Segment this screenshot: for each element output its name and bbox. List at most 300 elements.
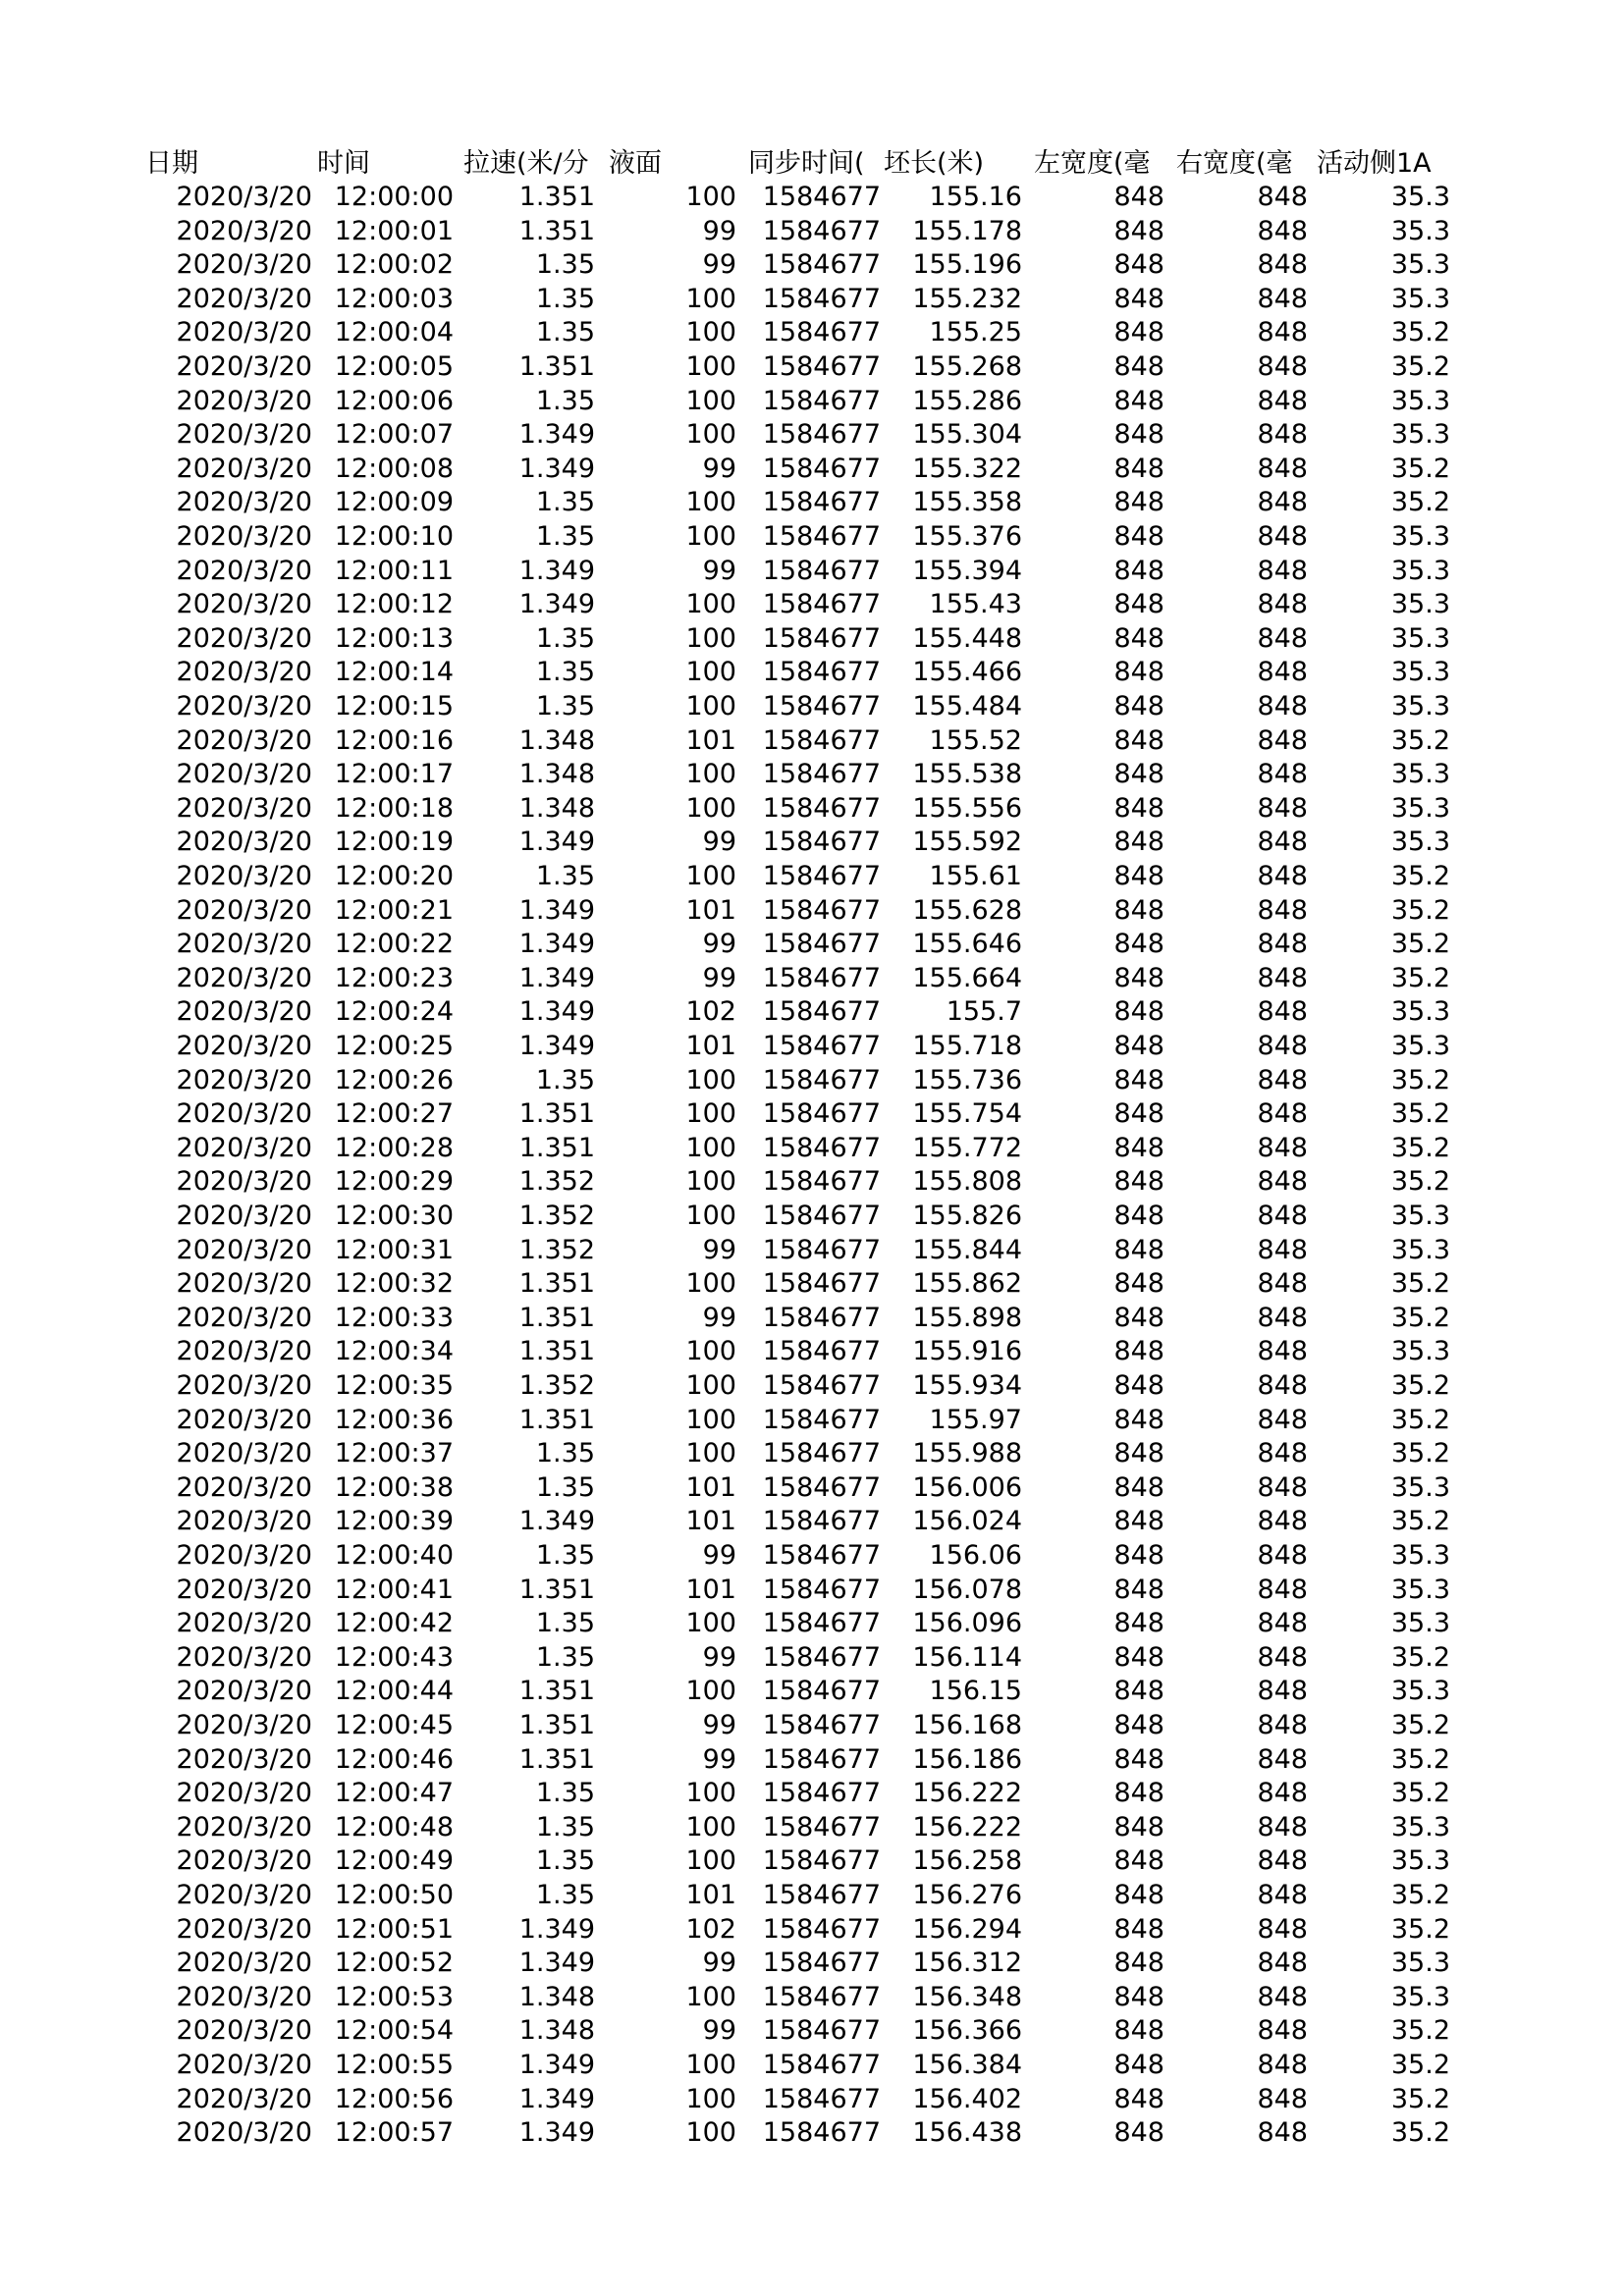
cell-time: 12:00:06 bbox=[334, 385, 454, 416]
cell-sync-time: 1584677 bbox=[762, 1608, 881, 1639]
cell-pull-speed: 1.35 bbox=[535, 1438, 595, 1469]
cell-time: 12:00:15 bbox=[334, 691, 454, 721]
cell-time: 12:00:52 bbox=[334, 1948, 454, 1979]
cell-active-side-1a: 35.2 bbox=[1390, 1778, 1450, 1809]
cell-right-width: 848 bbox=[1257, 827, 1308, 858]
cell-time: 12:00:35 bbox=[334, 1370, 454, 1401]
cell-sync-time: 1584677 bbox=[762, 894, 881, 926]
cell-liquid-level: 100 bbox=[685, 861, 736, 891]
cell-slab-length: 156.006 bbox=[912, 1471, 1022, 1503]
cell-time: 12:00:17 bbox=[334, 759, 454, 790]
cell-sync-time: 1584677 bbox=[762, 1778, 881, 1809]
cell-left-width: 848 bbox=[1113, 1471, 1164, 1503]
cell-time: 12:00:19 bbox=[334, 827, 454, 858]
cell-sync-time: 1584677 bbox=[762, 2117, 881, 2149]
cell-time: 12:00:03 bbox=[334, 283, 454, 314]
cell-active-side-1a: 35.3 bbox=[1390, 249, 1450, 281]
cell-liquid-level: 99 bbox=[702, 555, 736, 586]
cell-slab-length: 156.312 bbox=[912, 1948, 1022, 1979]
cell-liquid-level: 100 bbox=[685, 589, 736, 620]
cell-slab-length: 155.16 bbox=[929, 182, 1022, 212]
cell-right-width: 848 bbox=[1257, 691, 1308, 721]
cell-time: 12:00:31 bbox=[334, 1234, 454, 1265]
cell-right-width: 848 bbox=[1257, 1710, 1308, 1740]
cell-time: 12:00:14 bbox=[334, 657, 454, 688]
cell-liquid-level: 100 bbox=[685, 1676, 736, 1707]
cell-active-side-1a: 35.3 bbox=[1390, 589, 1450, 620]
cell-date: 2020/3/20 bbox=[176, 1811, 312, 1842]
cell-liquid-level: 100 bbox=[685, 792, 736, 824]
cell-pull-speed: 1.351 bbox=[518, 351, 595, 382]
cell-right-width: 848 bbox=[1257, 1370, 1308, 1401]
cell-date: 2020/3/20 bbox=[176, 589, 312, 620]
cell-slab-length: 156.348 bbox=[912, 1981, 1022, 2012]
cell-sync-time: 1584677 bbox=[762, 1370, 881, 1401]
cell-active-side-1a: 35.3 bbox=[1390, 1845, 1450, 1877]
cell-date: 2020/3/20 bbox=[176, 792, 312, 824]
cell-liquid-level: 100 bbox=[685, 2050, 736, 2080]
cell-active-side-1a: 35.3 bbox=[1390, 182, 1450, 212]
cell-active-side-1a: 35.2 bbox=[1390, 2015, 1450, 2047]
cell-date: 2020/3/20 bbox=[176, 1404, 312, 1435]
cell-sync-time: 1584677 bbox=[762, 521, 881, 552]
cell-sync-time: 1584677 bbox=[762, 249, 881, 281]
cell-time: 12:00:44 bbox=[334, 1676, 454, 1707]
cell-date: 2020/3/20 bbox=[176, 351, 312, 382]
cell-sync-time: 1584677 bbox=[762, 622, 881, 654]
cell-sync-time: 1584677 bbox=[762, 385, 881, 416]
cell-right-width: 848 bbox=[1257, 1201, 1308, 1231]
cell-pull-speed: 1.349 bbox=[518, 453, 595, 484]
cell-pull-speed: 1.351 bbox=[518, 215, 595, 246]
cell-date: 2020/3/20 bbox=[176, 2117, 312, 2149]
cell-liquid-level: 99 bbox=[702, 215, 736, 246]
cell-date: 2020/3/20 bbox=[176, 724, 312, 756]
cell-active-side-1a: 35.2 bbox=[1390, 929, 1450, 960]
cell-liquid-level: 100 bbox=[685, 1845, 736, 1877]
cell-slab-length: 155.718 bbox=[912, 1031, 1022, 1061]
cell-pull-speed: 1.349 bbox=[518, 2117, 595, 2149]
cell-time: 12:00:09 bbox=[334, 487, 454, 518]
cell-pull-speed: 1.348 bbox=[518, 792, 595, 824]
cell-liquid-level: 100 bbox=[685, 521, 736, 552]
cell-time: 12:00:04 bbox=[334, 317, 454, 348]
cell-right-width: 848 bbox=[1257, 249, 1308, 281]
cell-pull-speed: 1.351 bbox=[518, 1268, 595, 1300]
cell-liquid-level: 100 bbox=[685, 1201, 736, 1231]
cell-time: 12:00:37 bbox=[334, 1438, 454, 1469]
cell-slab-length: 156.294 bbox=[912, 1913, 1022, 1945]
cell-pull-speed: 1.35 bbox=[535, 1540, 595, 1571]
cell-right-width: 848 bbox=[1257, 351, 1308, 382]
cell-slab-length: 156.168 bbox=[912, 1710, 1022, 1740]
cell-pull-speed: 1.35 bbox=[535, 317, 595, 348]
cell-right-width: 848 bbox=[1257, 2015, 1308, 2047]
cell-pull-speed: 1.351 bbox=[518, 1098, 595, 1130]
cell-date: 2020/3/20 bbox=[176, 1676, 312, 1707]
cell-liquid-level: 99 bbox=[702, 2015, 736, 2047]
cell-slab-length: 156.114 bbox=[912, 1641, 1022, 1673]
cell-left-width: 848 bbox=[1113, 827, 1164, 858]
cell-active-side-1a: 35.3 bbox=[1390, 1608, 1450, 1639]
cell-active-side-1a: 35.2 bbox=[1390, 351, 1450, 382]
cell-active-side-1a: 35.2 bbox=[1390, 2083, 1450, 2114]
cell-pull-speed: 1.35 bbox=[535, 487, 595, 518]
cell-sync-time: 1584677 bbox=[762, 1404, 881, 1435]
cell-liquid-level: 99 bbox=[702, 1302, 736, 1333]
cell-date: 2020/3/20 bbox=[176, 1574, 312, 1605]
cell-pull-speed: 1.348 bbox=[518, 1981, 595, 2012]
cell-date: 2020/3/20 bbox=[176, 1948, 312, 1979]
cell-time: 12:00:56 bbox=[334, 2083, 454, 2114]
cell-slab-length: 155.394 bbox=[912, 555, 1022, 586]
cell-date: 2020/3/20 bbox=[176, 1166, 312, 1198]
cell-pull-speed: 1.35 bbox=[535, 622, 595, 654]
cell-active-side-1a: 35.3 bbox=[1390, 1336, 1450, 1367]
cell-time: 12:00:26 bbox=[334, 1064, 454, 1095]
cell-date: 2020/3/20 bbox=[176, 2015, 312, 2047]
cell-slab-length: 155.592 bbox=[912, 827, 1022, 858]
column-header-sync-time: 同步时间( bbox=[748, 148, 865, 179]
cell-time: 12:00:18 bbox=[334, 792, 454, 824]
cell-active-side-1a: 35.2 bbox=[1390, 894, 1450, 926]
cell-active-side-1a: 35.2 bbox=[1390, 1880, 1450, 1910]
cell-active-side-1a: 35.3 bbox=[1390, 1948, 1450, 1979]
cell-left-width: 848 bbox=[1113, 2083, 1164, 2114]
cell-right-width: 848 bbox=[1257, 1031, 1308, 1061]
cell-active-side-1a: 35.2 bbox=[1390, 1166, 1450, 1198]
cell-active-side-1a: 35.2 bbox=[1390, 1506, 1450, 1537]
cell-pull-speed: 1.351 bbox=[518, 1710, 595, 1740]
cell-time: 12:00:29 bbox=[334, 1166, 454, 1198]
cell-sync-time: 1584677 bbox=[762, 1234, 881, 1265]
cell-liquid-level: 101 bbox=[685, 894, 736, 926]
cell-pull-speed: 1.349 bbox=[518, 2083, 595, 2114]
cell-date: 2020/3/20 bbox=[176, 555, 312, 586]
cell-sync-time: 1584677 bbox=[762, 453, 881, 484]
cell-time: 12:00:24 bbox=[334, 996, 454, 1028]
cell-left-width: 848 bbox=[1113, 1540, 1164, 1571]
cell-slab-length: 155.826 bbox=[912, 1201, 1022, 1231]
cell-liquid-level: 99 bbox=[702, 1641, 736, 1673]
cell-liquid-level: 100 bbox=[685, 1166, 736, 1198]
cell-date: 2020/3/20 bbox=[176, 759, 312, 790]
cell-slab-length: 155.484 bbox=[912, 691, 1022, 721]
cell-time: 12:00:11 bbox=[334, 555, 454, 586]
cell-time: 12:00:12 bbox=[334, 589, 454, 620]
cell-slab-length: 155.25 bbox=[929, 317, 1022, 348]
cell-liquid-level: 100 bbox=[685, 1778, 736, 1809]
cell-slab-length: 156.402 bbox=[912, 2083, 1022, 2114]
cell-active-side-1a: 35.3 bbox=[1390, 1031, 1450, 1061]
cell-active-side-1a: 35.2 bbox=[1390, 317, 1450, 348]
cell-active-side-1a: 35.3 bbox=[1390, 283, 1450, 314]
cell-sync-time: 1584677 bbox=[762, 1132, 881, 1163]
cell-right-width: 848 bbox=[1257, 1676, 1308, 1707]
cell-date: 2020/3/20 bbox=[176, 1778, 312, 1809]
cell-sync-time: 1584677 bbox=[762, 1981, 881, 2012]
cell-time: 12:00:42 bbox=[334, 1608, 454, 1639]
cell-date: 2020/3/20 bbox=[176, 1540, 312, 1571]
cell-pull-speed: 1.349 bbox=[518, 827, 595, 858]
column-header-right-width: 右宽度(毫 bbox=[1176, 148, 1293, 179]
cell-right-width: 848 bbox=[1257, 1743, 1308, 1775]
cell-time: 12:00:40 bbox=[334, 1540, 454, 1571]
cell-left-width: 848 bbox=[1113, 929, 1164, 960]
cell-date: 2020/3/20 bbox=[176, 1201, 312, 1231]
cell-date: 2020/3/20 bbox=[176, 657, 312, 688]
cell-date: 2020/3/20 bbox=[176, 929, 312, 960]
cell-date: 2020/3/20 bbox=[176, 1064, 312, 1095]
cell-time: 12:00:28 bbox=[334, 1132, 454, 1163]
cell-sync-time: 1584677 bbox=[762, 317, 881, 348]
cell-active-side-1a: 35.2 bbox=[1390, 1268, 1450, 1300]
cell-slab-length: 156.15 bbox=[929, 1676, 1022, 1707]
cell-liquid-level: 99 bbox=[702, 1234, 736, 1265]
cell-liquid-level: 102 bbox=[685, 1913, 736, 1945]
cell-pull-speed: 1.349 bbox=[518, 1506, 595, 1537]
cell-slab-length: 156.078 bbox=[912, 1574, 1022, 1605]
column-header-liquid-level: 液面 bbox=[609, 148, 662, 179]
cell-date: 2020/3/20 bbox=[176, 1913, 312, 1945]
cell-active-side-1a: 35.2 bbox=[1390, 1064, 1450, 1095]
cell-date: 2020/3/20 bbox=[176, 962, 312, 993]
cell-slab-length: 155.448 bbox=[912, 622, 1022, 654]
cell-sync-time: 1584677 bbox=[762, 861, 881, 891]
cell-slab-length: 156.276 bbox=[912, 1880, 1022, 1910]
cell-time: 12:00:25 bbox=[334, 1031, 454, 1061]
cell-pull-speed: 1.349 bbox=[518, 555, 595, 586]
cell-liquid-level: 101 bbox=[685, 1031, 736, 1061]
cell-time: 12:00:47 bbox=[334, 1778, 454, 1809]
cell-slab-length: 155.196 bbox=[912, 249, 1022, 281]
cell-slab-length: 155.736 bbox=[912, 1064, 1022, 1095]
cell-sync-time: 1584677 bbox=[762, 996, 881, 1028]
cell-active-side-1a: 35.3 bbox=[1390, 759, 1450, 790]
cell-right-width: 848 bbox=[1257, 962, 1308, 993]
cell-date: 2020/3/20 bbox=[176, 1302, 312, 1333]
cell-right-width: 848 bbox=[1257, 1948, 1308, 1979]
cell-right-width: 848 bbox=[1257, 1302, 1308, 1333]
cell-sync-time: 1584677 bbox=[762, 1268, 881, 1300]
cell-left-width: 848 bbox=[1113, 1438, 1164, 1469]
cell-date: 2020/3/20 bbox=[176, 1506, 312, 1537]
cell-pull-speed: 1.35 bbox=[535, 1811, 595, 1842]
cell-pull-speed: 1.351 bbox=[518, 1743, 595, 1775]
cell-date: 2020/3/20 bbox=[176, 1234, 312, 1265]
cell-pull-speed: 1.348 bbox=[518, 759, 595, 790]
cell-right-width: 848 bbox=[1257, 1438, 1308, 1469]
cell-time: 12:00:45 bbox=[334, 1710, 454, 1740]
cell-sync-time: 1584677 bbox=[762, 2050, 881, 2080]
cell-slab-length: 155.358 bbox=[912, 487, 1022, 518]
cell-pull-speed: 1.349 bbox=[518, 929, 595, 960]
cell-slab-length: 155.898 bbox=[912, 1302, 1022, 1333]
cell-date: 2020/3/20 bbox=[176, 1743, 312, 1775]
cell-time: 12:00:32 bbox=[334, 1268, 454, 1300]
cell-slab-length: 155.322 bbox=[912, 453, 1022, 484]
cell-time: 12:00:50 bbox=[334, 1880, 454, 1910]
cell-right-width: 848 bbox=[1257, 759, 1308, 790]
cell-left-width: 848 bbox=[1113, 419, 1164, 451]
cell-pull-speed: 1.349 bbox=[518, 894, 595, 926]
cell-right-width: 848 bbox=[1257, 1540, 1308, 1571]
cell-active-side-1a: 35.3 bbox=[1390, 385, 1450, 416]
cell-active-side-1a: 35.3 bbox=[1390, 691, 1450, 721]
cell-date: 2020/3/20 bbox=[176, 283, 312, 314]
cell-right-width: 848 bbox=[1257, 521, 1308, 552]
cell-liquid-level: 101 bbox=[685, 1880, 736, 1910]
cell-pull-speed: 1.349 bbox=[518, 1913, 595, 1945]
cell-slab-length: 155.61 bbox=[929, 861, 1022, 891]
cell-sync-time: 1584677 bbox=[762, 962, 881, 993]
cell-pull-speed: 1.351 bbox=[518, 1336, 595, 1367]
cell-time: 12:00:49 bbox=[334, 1845, 454, 1877]
cell-sync-time: 1584677 bbox=[762, 1166, 881, 1198]
cell-right-width: 848 bbox=[1257, 2117, 1308, 2149]
cell-right-width: 848 bbox=[1257, 2083, 1308, 2114]
cell-pull-speed: 1.352 bbox=[518, 1234, 595, 1265]
cell-date: 2020/3/20 bbox=[176, 1880, 312, 1910]
cell-date: 2020/3/20 bbox=[176, 1031, 312, 1061]
cell-right-width: 848 bbox=[1257, 657, 1308, 688]
cell-time: 12:00:23 bbox=[334, 962, 454, 993]
cell-left-width: 848 bbox=[1113, 759, 1164, 790]
cell-slab-length: 155.268 bbox=[912, 351, 1022, 382]
cell-liquid-level: 99 bbox=[702, 249, 736, 281]
cell-date: 2020/3/20 bbox=[176, 487, 312, 518]
cell-right-width: 848 bbox=[1257, 1064, 1308, 1095]
cell-slab-length: 156.366 bbox=[912, 2015, 1022, 2047]
cell-slab-length: 156.186 bbox=[912, 1743, 1022, 1775]
cell-active-side-1a: 35.3 bbox=[1390, 792, 1450, 824]
cell-slab-length: 155.628 bbox=[912, 894, 1022, 926]
cell-active-side-1a: 35.2 bbox=[1390, 453, 1450, 484]
cell-slab-length: 155.988 bbox=[912, 1438, 1022, 1469]
cell-sync-time: 1584677 bbox=[762, 351, 881, 382]
cell-slab-length: 155.232 bbox=[912, 283, 1022, 314]
cell-sync-time: 1584677 bbox=[762, 555, 881, 586]
cell-left-width: 848 bbox=[1113, 657, 1164, 688]
cell-time: 12:00:36 bbox=[334, 1404, 454, 1435]
cell-time: 12:00:53 bbox=[334, 1981, 454, 2012]
cell-left-width: 848 bbox=[1113, 1234, 1164, 1265]
cell-active-side-1a: 35.3 bbox=[1390, 419, 1450, 451]
cell-liquid-level: 99 bbox=[702, 1948, 736, 1979]
cell-time: 12:00:20 bbox=[334, 861, 454, 891]
cell-left-width: 848 bbox=[1113, 555, 1164, 586]
cell-active-side-1a: 35.3 bbox=[1390, 657, 1450, 688]
cell-left-width: 848 bbox=[1113, 283, 1164, 314]
cell-active-side-1a: 35.3 bbox=[1390, 1811, 1450, 1842]
cell-sync-time: 1584677 bbox=[762, 691, 881, 721]
cell-left-width: 848 bbox=[1113, 1336, 1164, 1367]
cell-active-side-1a: 35.3 bbox=[1390, 996, 1450, 1028]
column-header-left-width: 左宽度(毫 bbox=[1034, 148, 1151, 179]
cell-date: 2020/3/20 bbox=[176, 1845, 312, 1877]
cell-right-width: 848 bbox=[1257, 996, 1308, 1028]
cell-pull-speed: 1.35 bbox=[535, 1845, 595, 1877]
cell-time: 12:00:13 bbox=[334, 622, 454, 654]
cell-active-side-1a: 35.2 bbox=[1390, 962, 1450, 993]
cell-pull-speed: 1.35 bbox=[535, 1608, 595, 1639]
cell-date: 2020/3/20 bbox=[176, 1268, 312, 1300]
cell-pull-speed: 1.351 bbox=[518, 1574, 595, 1605]
cell-pull-speed: 1.352 bbox=[518, 1201, 595, 1231]
cell-pull-speed: 1.35 bbox=[535, 861, 595, 891]
cell-left-width: 848 bbox=[1113, 894, 1164, 926]
cell-slab-length: 156.438 bbox=[912, 2117, 1022, 2149]
cell-slab-length: 155.844 bbox=[912, 1234, 1022, 1265]
cell-right-width: 848 bbox=[1257, 792, 1308, 824]
cell-date: 2020/3/20 bbox=[176, 827, 312, 858]
cell-left-width: 848 bbox=[1113, 1064, 1164, 1095]
cell-sync-time: 1584677 bbox=[762, 1506, 881, 1537]
cell-active-side-1a: 35.3 bbox=[1390, 1201, 1450, 1231]
cell-left-width: 848 bbox=[1113, 1608, 1164, 1639]
cell-sync-time: 1584677 bbox=[762, 182, 881, 212]
cell-left-width: 848 bbox=[1113, 2015, 1164, 2047]
cell-date: 2020/3/20 bbox=[176, 1098, 312, 1130]
cell-date: 2020/3/20 bbox=[176, 453, 312, 484]
cell-active-side-1a: 35.3 bbox=[1390, 215, 1450, 246]
cell-sync-time: 1584677 bbox=[762, 2083, 881, 2114]
cell-left-width: 848 bbox=[1113, 1031, 1164, 1061]
cell-date: 2020/3/20 bbox=[176, 1132, 312, 1163]
cell-time: 12:00:07 bbox=[334, 419, 454, 451]
cell-liquid-level: 100 bbox=[685, 1336, 736, 1367]
cell-pull-speed: 1.35 bbox=[535, 691, 595, 721]
cell-right-width: 848 bbox=[1257, 419, 1308, 451]
cell-slab-length: 156.024 bbox=[912, 1506, 1022, 1537]
cell-pull-speed: 1.35 bbox=[535, 1778, 595, 1809]
cell-date: 2020/3/20 bbox=[176, 1438, 312, 1469]
cell-active-side-1a: 35.2 bbox=[1390, 861, 1450, 891]
cell-time: 12:00:33 bbox=[334, 1302, 454, 1333]
cell-pull-speed: 1.35 bbox=[535, 521, 595, 552]
cell-slab-length: 155.556 bbox=[912, 792, 1022, 824]
cell-slab-length: 155.916 bbox=[912, 1336, 1022, 1367]
cell-left-width: 848 bbox=[1113, 351, 1164, 382]
cell-liquid-level: 100 bbox=[685, 1811, 736, 1842]
cell-liquid-level: 100 bbox=[685, 317, 736, 348]
cell-sync-time: 1584677 bbox=[762, 487, 881, 518]
cell-slab-length: 155.934 bbox=[912, 1370, 1022, 1401]
cell-slab-length: 155.43 bbox=[929, 589, 1022, 620]
cell-left-width: 848 bbox=[1113, 1778, 1164, 1809]
cell-sync-time: 1584677 bbox=[762, 1302, 881, 1333]
cell-active-side-1a: 35.3 bbox=[1390, 827, 1450, 858]
cell-liquid-level: 100 bbox=[685, 385, 736, 416]
cell-sync-time: 1584677 bbox=[762, 215, 881, 246]
cell-liquid-level: 99 bbox=[702, 827, 736, 858]
cell-active-side-1a: 35.2 bbox=[1390, 1132, 1450, 1163]
cell-pull-speed: 1.35 bbox=[535, 283, 595, 314]
cell-pull-speed: 1.351 bbox=[518, 1132, 595, 1163]
cell-sync-time: 1584677 bbox=[762, 1948, 881, 1979]
cell-left-width: 848 bbox=[1113, 1743, 1164, 1775]
cell-slab-length: 155.376 bbox=[912, 521, 1022, 552]
cell-active-side-1a: 35.3 bbox=[1390, 1676, 1450, 1707]
cell-slab-length: 155.862 bbox=[912, 1268, 1022, 1300]
cell-pull-speed: 1.35 bbox=[535, 249, 595, 281]
cell-slab-length: 155.7 bbox=[946, 996, 1022, 1028]
cell-left-width: 848 bbox=[1113, 1981, 1164, 2012]
column-header-pull-speed: 拉速(米/分 bbox=[463, 148, 589, 179]
cell-time: 12:00:57 bbox=[334, 2117, 454, 2149]
cell-left-width: 848 bbox=[1113, 1132, 1164, 1163]
cell-liquid-level: 101 bbox=[685, 1574, 736, 1605]
